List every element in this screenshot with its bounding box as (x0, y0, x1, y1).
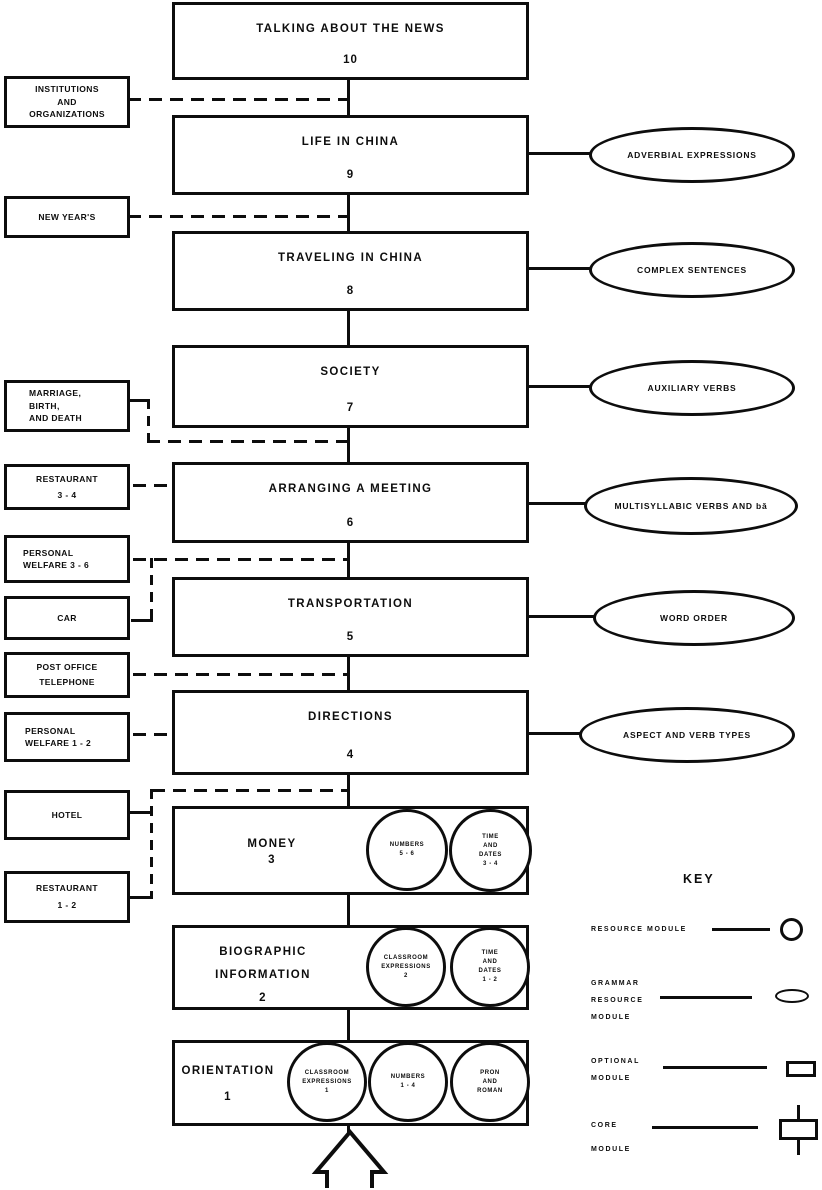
optional-module-post-office: POST OFFICE TELEPHONE (4, 652, 130, 698)
resource-circle-classroom-2: CLASSROOM EXPRESSIONS 2 (366, 927, 446, 1007)
key-label-grammar-resource-module: GRAMMAR RESOURCE MODULE (591, 980, 644, 1021)
core-module-4-number: 4 (346, 749, 355, 761)
connector-b5-word-order (527, 615, 597, 618)
core-module-3-label (182, 836, 362, 868)
key-label-core-module: CORE MODULE (591, 1122, 631, 1153)
optional-module-restaurant-3-4: RESTAURANT 3 - 4 (4, 464, 130, 510)
resource-circle-pron-roman: PRON AND ROMAN (450, 1042, 530, 1122)
connector-hotel-horizontal (152, 789, 348, 792)
optional-module-new-years: NEW YEAR'S (4, 196, 130, 238)
key-optional-rect-icon (786, 1061, 816, 1077)
optional-module-marriage: MARRIAGE, BIRTH, AND DEATH (4, 380, 130, 432)
core-module-9-title: LIFE IN CHINA (301, 136, 400, 148)
core-module-7-title: SOCIETY (320, 366, 381, 378)
connector-post-office (133, 673, 348, 676)
optional-module-hotel: HOTEL (4, 790, 130, 840)
resource-circle-numbers-1-4: NUMBERS 1 - 4 (368, 1042, 448, 1122)
key-title: KEY (683, 872, 715, 886)
optional-module-personal-welfare-3-6: PERSONAL WELFARE 3 - 6 (4, 535, 130, 583)
key-core-rect-icon (779, 1119, 818, 1140)
grammar-module-aspect: ASPECT AND VERB TYPES (579, 707, 795, 763)
core-module-2-title-line1: BIOGRAPHIC (219, 946, 307, 958)
core-module-2-number: 2 (259, 992, 267, 1004)
key-label-resource-module: RESOURCE MODULE (591, 926, 687, 933)
connector-b4-aspect (527, 732, 583, 735)
core-module-6 (172, 462, 529, 543)
core-module-10 (172, 2, 529, 80)
connector-hotel-stub (130, 811, 153, 814)
connector-b6-multisyllabic (527, 502, 589, 505)
connector-personal-welfare-3-6 (133, 558, 348, 561)
connector-b7-auxiliary (527, 385, 593, 388)
core-module-7-number: 7 (346, 402, 355, 414)
grammar-module-multisyllabic: MULTISYLLABIC VERBS AND bǎ (584, 477, 798, 535)
core-module-1-title: ORIENTATION (181, 1065, 275, 1077)
core-module-6-title: ARRANGING A MEETING (268, 483, 433, 495)
core-module-1-number: 1 (224, 1091, 232, 1103)
key-resource-circle-icon (780, 918, 803, 941)
connector-new-years (128, 215, 348, 218)
optional-module-personal-welfare-1-2: PERSONAL WELFARE 1 - 2 (4, 712, 130, 762)
key-line-resource (712, 928, 770, 931)
key-line-grammar (660, 996, 752, 999)
connector-car-vertical (150, 558, 153, 622)
core-module-1-label (178, 1058, 278, 1110)
connector-b9-adverbial (527, 152, 593, 155)
core-module-3-number: 3 (268, 854, 276, 866)
core-module-10-number: 10 (343, 54, 358, 66)
core-module-9-number: 9 (346, 169, 355, 181)
resource-circle-time-dates-1-2: TIME AND DATES 1 - 2 (450, 927, 530, 1007)
connector-marriage-vertical (147, 399, 150, 443)
optional-module-car: CAR (4, 596, 130, 640)
connector-car-stub (131, 619, 153, 622)
entry-arrow-icon (310, 1128, 390, 1190)
key-line-core (652, 1126, 758, 1129)
core-module-4-title: DIRECTIONS (308, 711, 393, 723)
core-module-6-number: 6 (346, 517, 355, 529)
core-module-2-label (182, 941, 344, 1010)
key-label-optional-module: OPTIONAL MODULE (591, 1058, 640, 1082)
core-module-7 (172, 345, 529, 428)
grammar-module-auxiliary: AUXILIARY VERBS (589, 360, 795, 416)
key-grammar-ellipse-icon (775, 989, 809, 1003)
connector-marriage-horizontal (147, 440, 348, 443)
optional-module-restaurant-1-2: RESTAURANT 1 - 2 (4, 871, 130, 923)
key-line-optional (663, 1066, 767, 1069)
connector-b8-complex (527, 267, 593, 270)
connector-restaurant-1-2-stub (130, 896, 153, 899)
connector-restaurant-3-4 (133, 484, 174, 487)
core-module-5-number: 5 (346, 631, 355, 643)
core-module-5 (172, 577, 529, 657)
core-module-5-title: TRANSPORTATION (287, 598, 414, 610)
grammar-module-word-order: WORD ORDER (593, 590, 795, 646)
connector-institutions (128, 98, 348, 101)
resource-circle-time-dates-3-4: TIME AND DATES 3 - 4 (449, 809, 532, 892)
core-module-3-title: MONEY (247, 838, 297, 850)
resource-circle-numbers-5-6: NUMBERS 5 - 6 (366, 809, 448, 891)
optional-module-institutions: INSTITUTIONS AND ORGANIZATIONS (4, 76, 130, 128)
core-module-8 (172, 231, 529, 311)
core-module-8-title: TRAVELING IN CHINA (277, 252, 424, 264)
connector-personal-welfare-1-2 (133, 733, 174, 736)
resource-circle-classroom-1: CLASSROOM EXPRESSIONS 1 (287, 1042, 367, 1122)
connector-hotel-restaurant-vertical (150, 789, 153, 899)
grammar-module-complex: COMPLEX SENTENCES (589, 242, 795, 298)
core-module-8-number: 8 (346, 285, 355, 297)
core-module-4 (172, 690, 529, 775)
core-module-9 (172, 115, 529, 195)
core-module-2-title-line2: INFORMATION (215, 969, 311, 981)
grammar-module-adverbial: ADVERBIAL EXPRESSIONS (589, 127, 795, 183)
core-module-10-title: TALKING ABOUT THE NEWS (256, 23, 445, 35)
